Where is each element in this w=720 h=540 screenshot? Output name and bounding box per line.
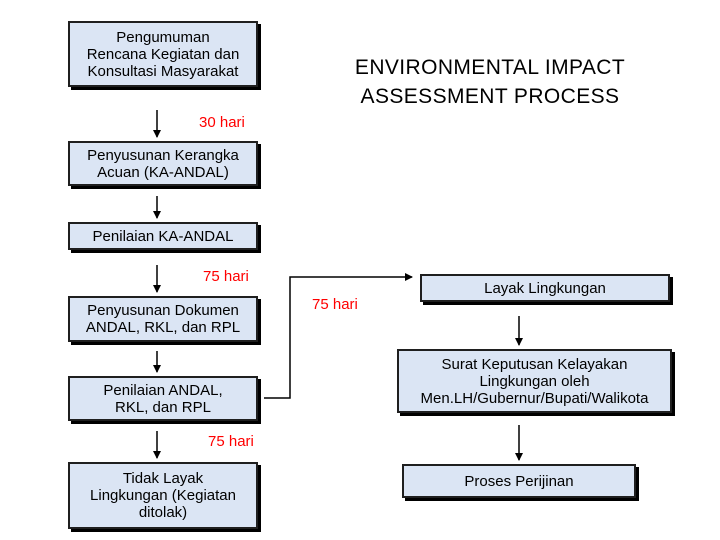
label-75-hari-2: 75 hari (312, 296, 358, 313)
box-surat-keputusan: Surat Keputusan Kelayakan Lingkungan oleh Men.LH/Gubernur/Bupati/Walikota (397, 349, 672, 413)
arrow-penilaian-andal-to-layak (264, 277, 412, 398)
label-75-hari-3: 75 hari (208, 433, 254, 450)
label-30-hari: 30 hari (199, 114, 245, 131)
box-tidak-layak-lingkungan: Tidak Layak Lingkungan (Kegiatan ditolak) (68, 462, 258, 529)
box-penilaian-ka-andal: Penilaian KA-ANDAL (68, 222, 258, 250)
box-penyusunan-ka-andal: Penyusunan Kerangka Acuan (KA-ANDAL) (68, 141, 258, 186)
box-proses-perijinan: Proses Perijinan (402, 464, 636, 498)
diagram-title: ENVIRONMENTAL IMPACT ASSESSMENT PROCESS (354, 56, 626, 108)
label-75-hari-1: 75 hari (203, 268, 249, 285)
box-layak-lingkungan: Layak Lingkungan (420, 274, 670, 302)
box-pengumuman: Pengumuman Rencana Kegiatan dan Konsultasi Masyarakat (68, 21, 258, 87)
box-penilaian-andal: Penilaian ANDAL, RKL, dan RPL (68, 376, 258, 421)
box-penyusunan-dokumen: Penyusunan Dokumen ANDAL, RKL, dan RPL (68, 296, 258, 342)
